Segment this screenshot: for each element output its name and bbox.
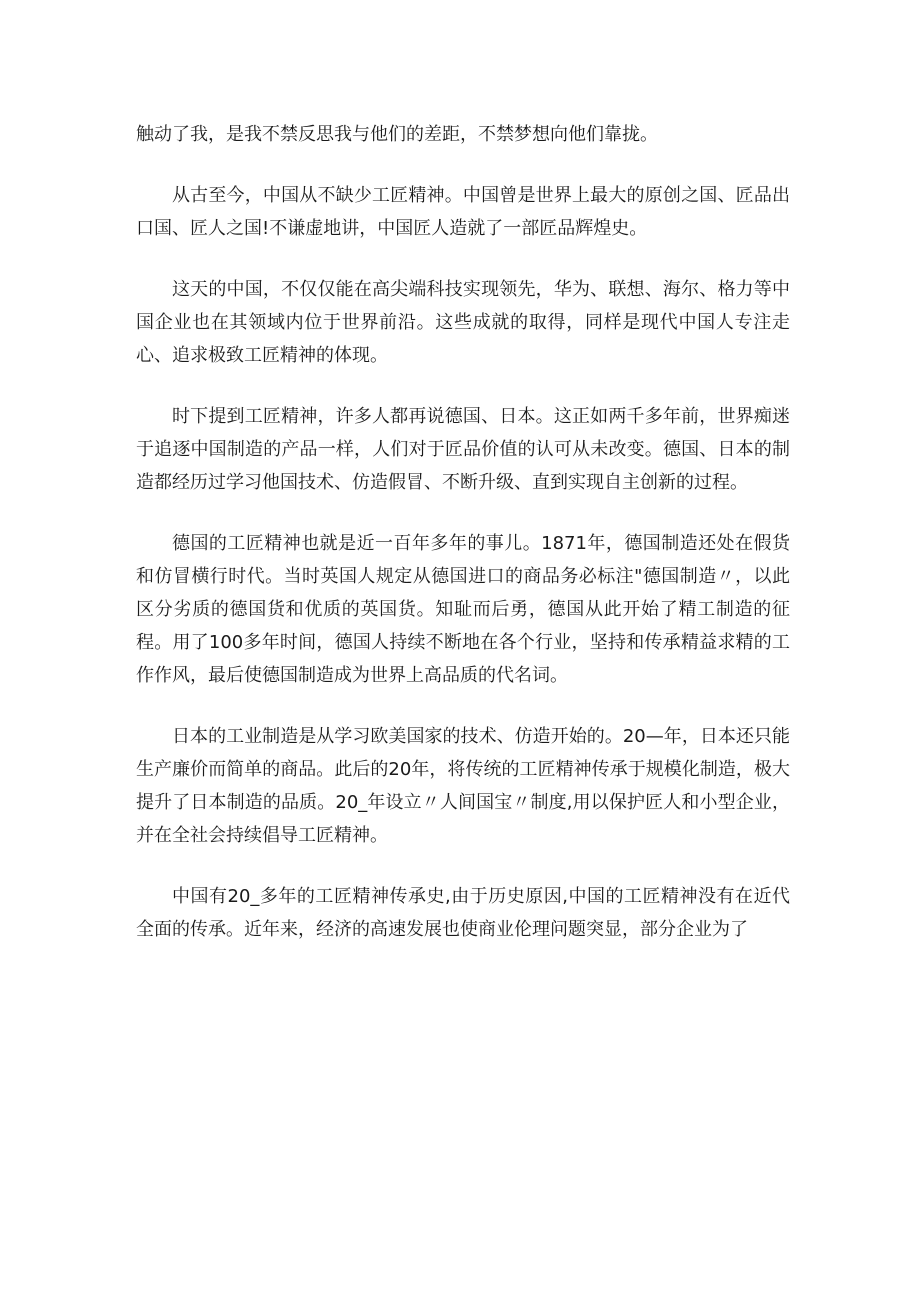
paragraph-1: 触动了我，是我不禁反思我与他们的差距，不禁梦想向他们靠拢。 xyxy=(136,124,658,145)
paragraph-2: 从古至今，中国从不缺少工匠精神。中国曾是世界上最大的原创之国、匠品出口国、匠人之国!不谦虚地讲，中国匠人造就了一部匠品辉煌史。 xyxy=(136,185,790,239)
paragraph-3: 这天的中国，不仅仅能在高尖端科技实现领先，华为、联想、海尔、格力等中国企业也在其领域内位于世界前沿。这些成就的取得，同样是现代中国人专注走心、追求极致工匠精神的体现。 xyxy=(136,279,790,366)
paragraph-4: 时下提到工匠精神，许多人都再说德国、日本。这正如两千多年前，世界痴迷于追逐中国制造的产品一样，人们对于匠品价值的认可从未改变。德国、日本的制造都经历过学习他国技术、仿造假冒、不断升级、直到实现自主创新的过程。 xyxy=(136,406,790,493)
paragraph-6: 日本的工业制造是从学习欧美国家的技术、仿造开始的。20—年，日本还只能生产廉价而简单的商品。此后的20年，将传统的工匠精神传承于规模化制造，极大提升了日本制造的品质。20_年设立〃人间国宝〃制度,用以保护匠人和小型企业，并在全社会持续倡导工匠精神。 xyxy=(136,726,790,846)
paragraph-7: 中国有20_多年的工匠精神传承史,由于历史原因,中国的工匠精神没有在近代全面的传承。近年来，经济的高速发展也使商业伦理问题突显，部分企业为了 xyxy=(136,886,790,940)
paragraph-5: 德国的工匠精神也就是近一百年多年的事儿。1871年，德国制造还处在假货和仿冒横行时代。当时英国人规定从德国进口的商品务必标注"德国制造〃，以此区分劣质的德国货和优质的英国货。知耻而后勇，德国从此开始了精工制造的征程。用了100多年时间，德国人持续不断地在各个行业，坚持和传承精益求精的工作作风，最后使德国制造成为世界上高品质的代名词。 xyxy=(136,533,790,686)
